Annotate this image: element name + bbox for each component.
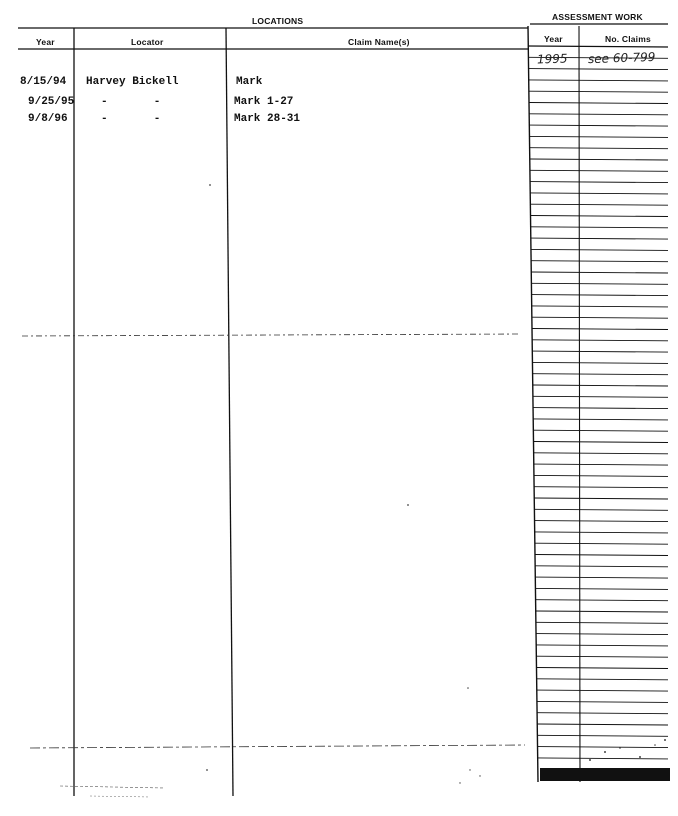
aw-ruled-line	[537, 668, 669, 669]
aw-ruled-line	[533, 396, 668, 397]
assessment-work-title: ASSESSMENT WORK	[552, 12, 643, 22]
aw-ruled-line	[532, 306, 668, 307]
aw-ruled-line	[531, 216, 668, 217]
aw-ruled-line	[535, 532, 668, 533]
aw-ruled-line	[531, 227, 668, 228]
aw-ruled-line	[530, 159, 668, 160]
aw-ruled-line	[534, 453, 668, 454]
aw-ruled-line	[536, 645, 668, 646]
aw-col-year-header: Year	[544, 34, 563, 44]
aw-ruled-line	[532, 295, 668, 296]
aw-ruled-line	[535, 555, 668, 556]
location-row-2-claim: Mark 1-27	[234, 96, 294, 108]
aw-ruled-line	[530, 182, 668, 183]
col-locator-header: Locator	[131, 37, 164, 47]
aw-ruled-line	[532, 283, 668, 284]
aw-ruled-line	[535, 543, 668, 544]
aw-ruled-line	[537, 701, 668, 702]
aw-ruled-line	[531, 238, 668, 239]
aw-ruled-line	[531, 204, 668, 205]
aw-ruled-line	[530, 170, 668, 171]
aw-ruled-line	[529, 80, 668, 81]
aw-ruled-line	[530, 114, 669, 115]
aw-ruled-line	[529, 91, 668, 92]
aw-ruled-line	[534, 487, 668, 488]
aw-ruled-line	[532, 340, 668, 341]
aw-ruled-line	[531, 261, 668, 262]
aw-ruled-line	[538, 758, 668, 759]
aw-ruled-line	[537, 690, 668, 691]
aw-ruled-line	[534, 475, 668, 476]
aw-ruled-line	[530, 125, 668, 126]
aw-ruled-line	[537, 735, 668, 736]
aw-ruled-line	[533, 351, 669, 352]
aw-ruled-line	[531, 193, 669, 194]
location-row-3-claim: Mark 28-31	[234, 113, 301, 125]
location-row-1-locator: Harvey Bickell	[86, 76, 179, 88]
aw-ruled-line	[537, 679, 668, 680]
aw-ruled-line	[537, 724, 668, 725]
location-row-2-year: 9/25/95	[28, 96, 75, 108]
aw-ruled-line	[533, 374, 668, 375]
location-row-1-claim: Mark	[236, 76, 263, 88]
aw-ruled-line	[533, 419, 668, 420]
aw-ruled-line	[534, 464, 668, 465]
col-claim-names-header: Claim Name(s)	[348, 37, 410, 47]
aw-ruled-line	[536, 634, 668, 635]
aw-ruled-line	[535, 566, 668, 567]
aw-ruled-line	[532, 317, 668, 318]
aw-ruled-line	[530, 148, 668, 149]
aw-row-1-claims: see 60-799	[587, 49, 656, 67]
aw-col-claims-header: No. Claims	[605, 34, 651, 44]
aw-ruled-line	[531, 249, 668, 250]
aw-ruled-line	[529, 69, 668, 70]
aw-ruled-line	[536, 588, 669, 589]
aw-ruled-line	[529, 46, 668, 47]
aw-ruled-line	[536, 600, 668, 601]
aw-ruled-line	[538, 747, 668, 748]
col-year-header: Year	[36, 37, 55, 47]
aw-ruled-line	[533, 408, 668, 409]
aw-ruled-line	[529, 103, 668, 104]
aw-ruled-line	[534, 430, 669, 431]
locations-title: LOCATIONS	[252, 16, 304, 26]
aw-ruled-line	[530, 136, 668, 137]
aw-ruled-line	[534, 442, 668, 443]
aw-row-1-year: 1995	[536, 51, 568, 67]
aw-ruled-line	[536, 611, 668, 612]
aw-ruled-line	[533, 362, 668, 363]
aw-ruled-line	[532, 329, 668, 330]
aw-ruled-line	[537, 713, 668, 714]
aw-ruled-line	[535, 577, 668, 578]
location-row-2-locator: - -	[101, 96, 161, 108]
aw-ruled-line	[536, 622, 668, 623]
aw-ruled-line	[533, 385, 668, 386]
location-row-3-locator: - -	[101, 113, 161, 125]
location-row-1-year: 8/15/94	[20, 76, 67, 88]
aw-ruled-line	[532, 272, 669, 273]
aw-ruled-line	[536, 656, 668, 657]
aw-ruled-line	[535, 509, 669, 510]
aw-ruled-line	[534, 498, 668, 499]
location-row-3-year: 9/8/96	[28, 113, 68, 125]
aw-ruled-line	[535, 521, 668, 522]
